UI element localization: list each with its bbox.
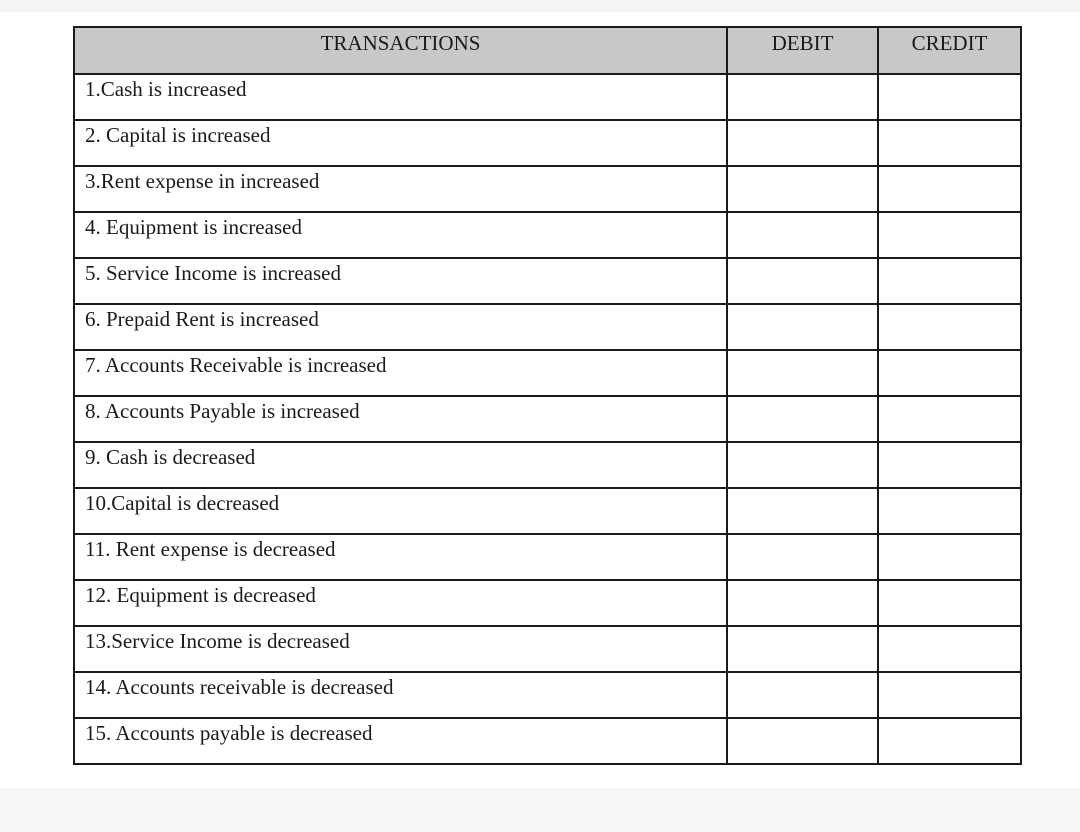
- top-margin: [0, 0, 1080, 12]
- debit-cell[interactable]: [727, 304, 878, 350]
- transaction-label: 4. Equipment is increased: [74, 212, 727, 258]
- transaction-label: 3.Rent expense in increased: [74, 166, 727, 212]
- debit-cell[interactable]: [727, 396, 878, 442]
- transaction-label: 15. Accounts payable is decreased: [74, 718, 727, 764]
- table-row: [74, 718, 1021, 764]
- header-transactions: TRANSACTIONS: [74, 27, 727, 74]
- table-row: [74, 74, 1021, 120]
- table-row: [74, 488, 1021, 534]
- table-row: [74, 442, 1021, 488]
- table-row: [74, 672, 1021, 718]
- debit-cell[interactable]: [727, 258, 878, 304]
- table-body: [74, 74, 1021, 764]
- credit-cell[interactable]: [878, 74, 1021, 120]
- debit-cell[interactable]: [727, 534, 878, 580]
- table-row: [74, 396, 1021, 442]
- credit-cell[interactable]: [878, 534, 1021, 580]
- table-row: [74, 120, 1021, 166]
- debit-cell[interactable]: [727, 672, 878, 718]
- table-row: [74, 166, 1021, 212]
- transaction-label: 13.Service Income is decreased: [74, 626, 727, 672]
- debit-cell[interactable]: [727, 718, 878, 764]
- debit-cell[interactable]: [727, 626, 878, 672]
- debit-cell[interactable]: [727, 442, 878, 488]
- document-page: [0, 12, 1080, 788]
- header-credit: CREDIT: [878, 27, 1021, 74]
- debit-cell[interactable]: [727, 580, 878, 626]
- credit-cell[interactable]: [878, 580, 1021, 626]
- transaction-label: 10.Capital is decreased: [74, 488, 727, 534]
- debit-cell[interactable]: [727, 488, 878, 534]
- credit-cell[interactable]: [878, 258, 1021, 304]
- transaction-label: 2. Capital is increased: [74, 120, 727, 166]
- debit-cell[interactable]: [727, 74, 878, 120]
- transaction-label: 9. Cash is decreased: [74, 442, 727, 488]
- credit-cell[interactable]: [878, 212, 1021, 258]
- bottom-margin: [0, 788, 1080, 832]
- transactions-table: [73, 26, 1022, 765]
- transaction-label: 14. Accounts receivable is decreased: [74, 672, 727, 718]
- credit-cell[interactable]: [878, 718, 1021, 764]
- debit-cell[interactable]: [727, 166, 878, 212]
- credit-cell[interactable]: [878, 396, 1021, 442]
- table-row: [74, 212, 1021, 258]
- table-header-row: [74, 27, 1021, 74]
- credit-cell[interactable]: [878, 166, 1021, 212]
- header-debit: DEBIT: [727, 27, 878, 74]
- credit-cell[interactable]: [878, 442, 1021, 488]
- credit-cell[interactable]: [878, 304, 1021, 350]
- table-row: [74, 304, 1021, 350]
- debit-cell[interactable]: [727, 212, 878, 258]
- transaction-label: 11. Rent expense is decreased: [74, 534, 727, 580]
- credit-cell[interactable]: [878, 672, 1021, 718]
- table-row: [74, 258, 1021, 304]
- credit-cell[interactable]: [878, 120, 1021, 166]
- credit-cell[interactable]: [878, 626, 1021, 672]
- transaction-label: 12. Equipment is decreased: [74, 580, 727, 626]
- transaction-label: 1.Cash is increased: [74, 74, 727, 120]
- credit-cell[interactable]: [878, 350, 1021, 396]
- transaction-label: 5. Service Income is increased: [74, 258, 727, 304]
- table-row: [74, 626, 1021, 672]
- transaction-label: 8. Accounts Payable is increased: [74, 396, 727, 442]
- transaction-label: 7. Accounts Receivable is increased: [74, 350, 727, 396]
- debit-cell[interactable]: [727, 350, 878, 396]
- table-row: [74, 580, 1021, 626]
- transaction-label: 6. Prepaid Rent is increased: [74, 304, 727, 350]
- debit-cell[interactable]: [727, 120, 878, 166]
- table-row: [74, 534, 1021, 580]
- table-row: [74, 350, 1021, 396]
- credit-cell[interactable]: [878, 488, 1021, 534]
